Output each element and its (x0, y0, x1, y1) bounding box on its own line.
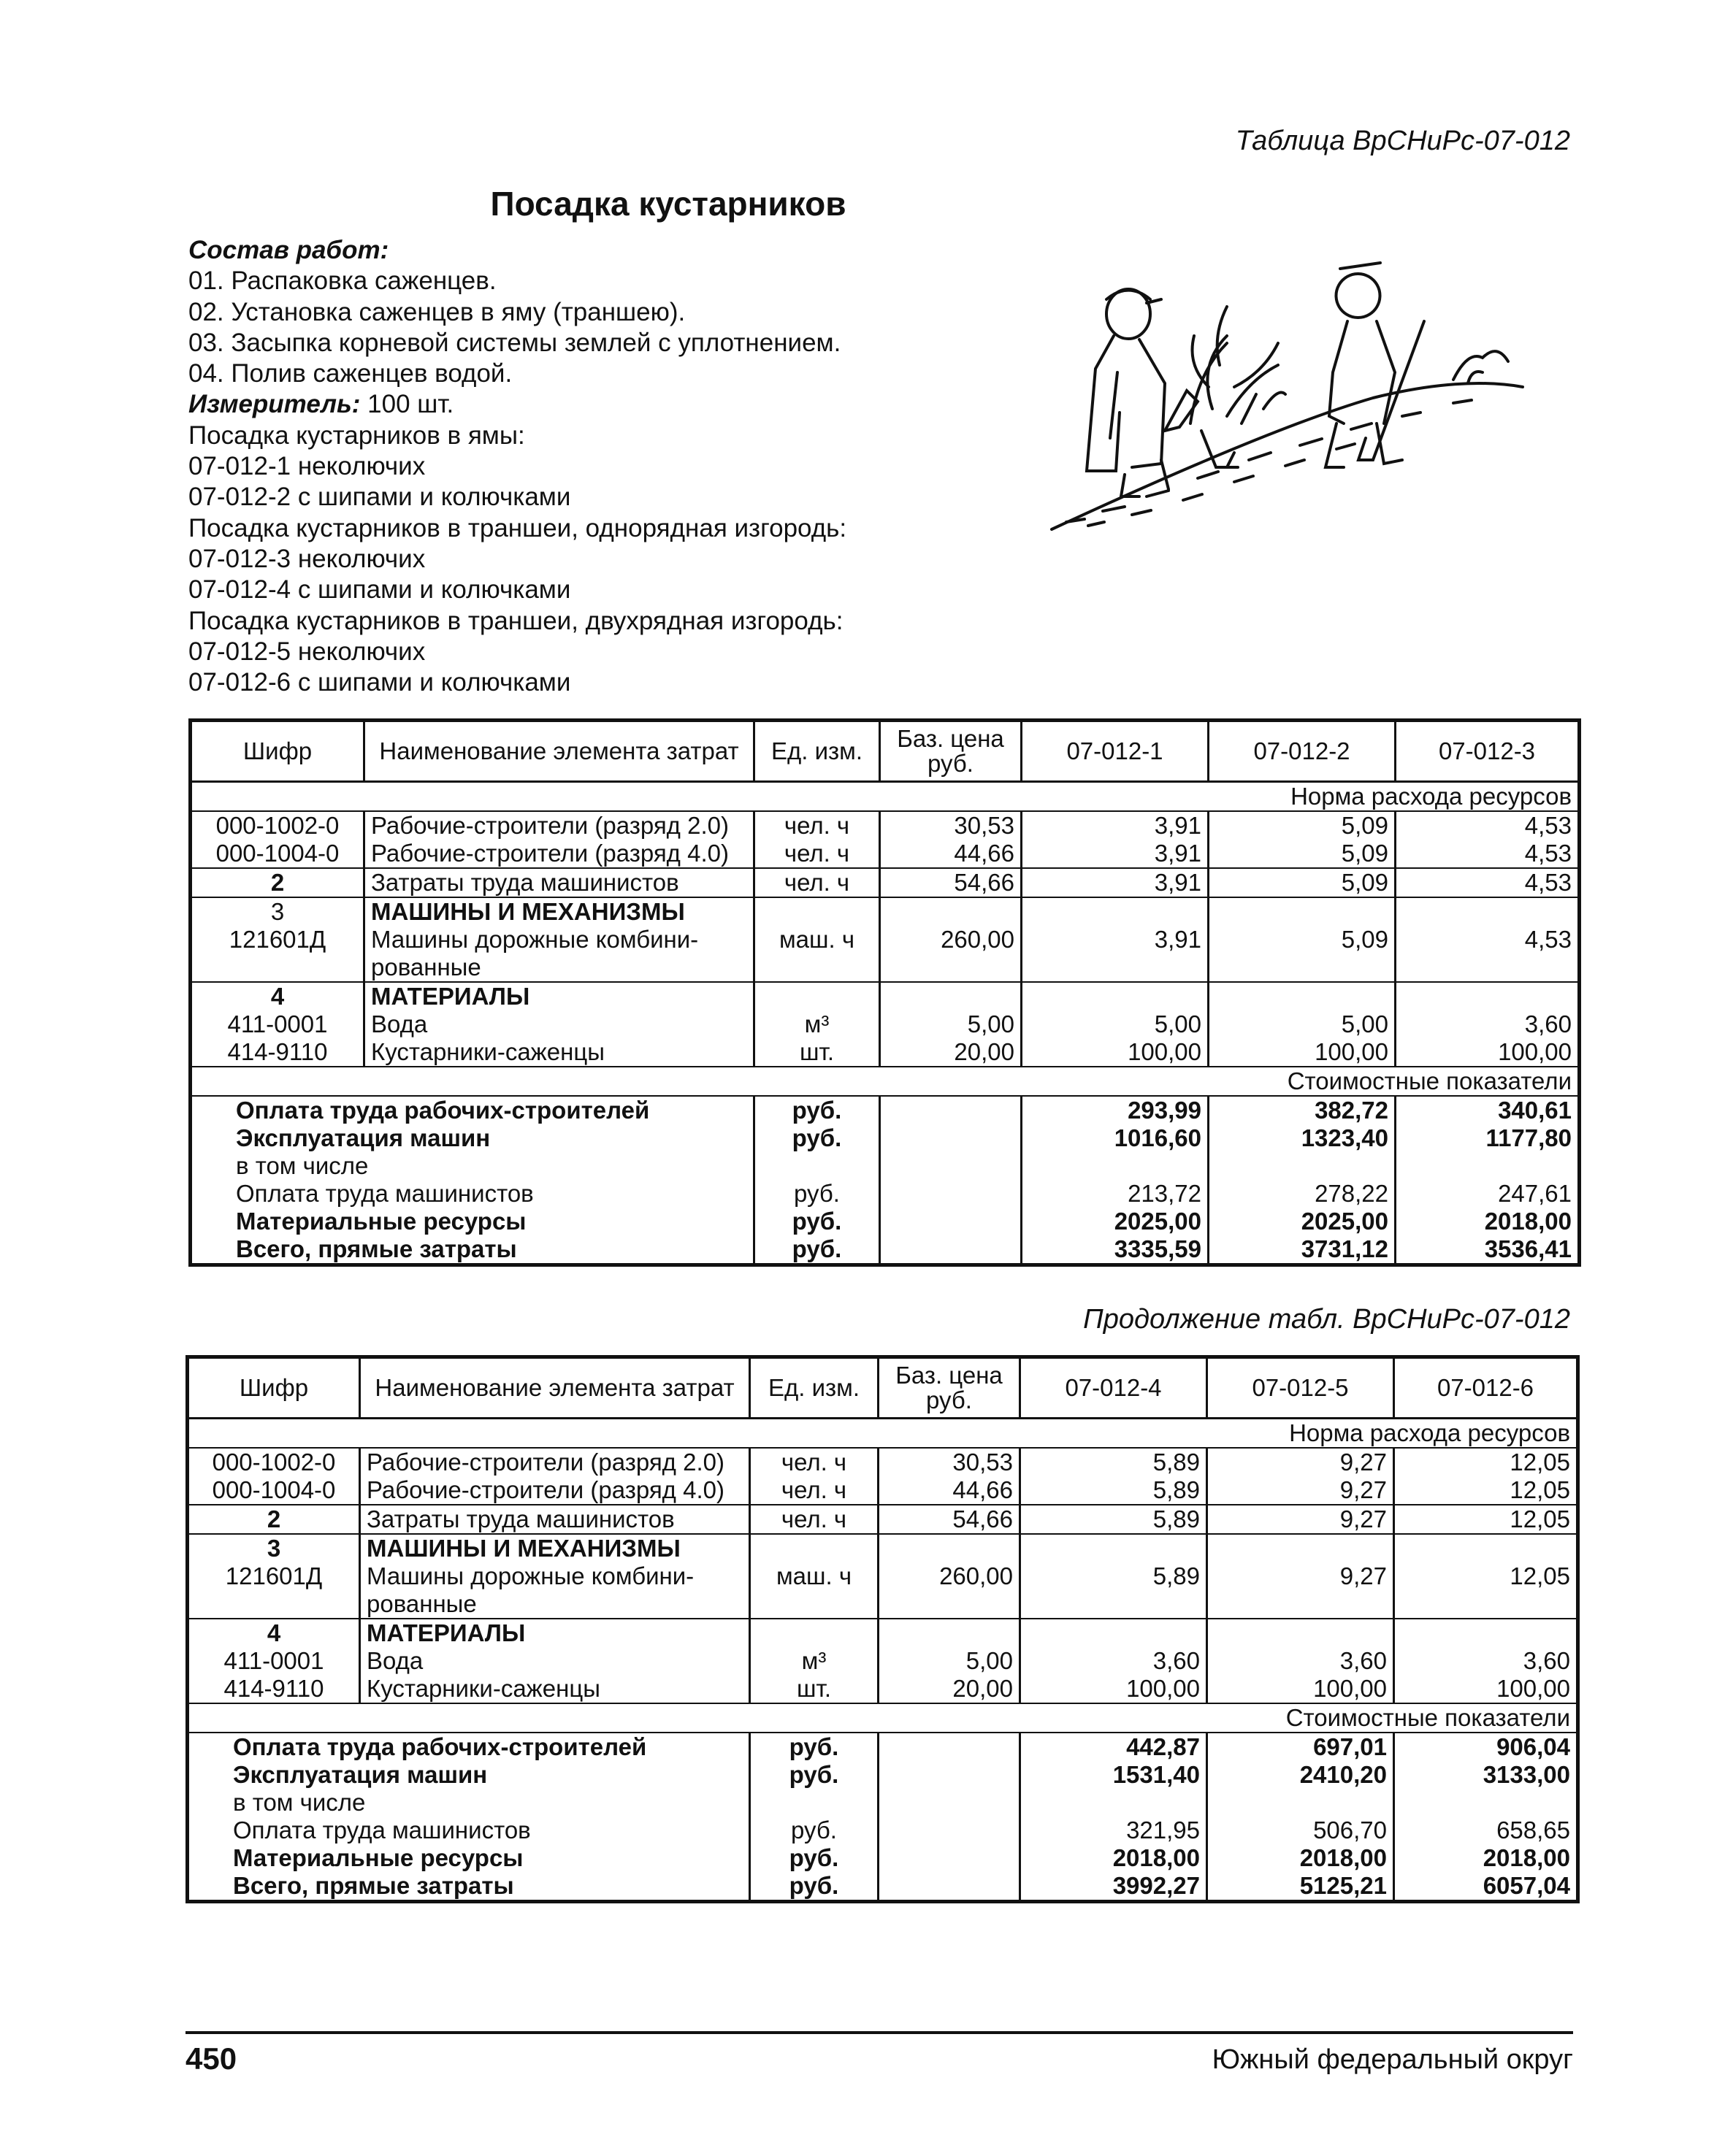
cell-code: 000-1004-0 (191, 840, 364, 868)
table-row (188, 1448, 1578, 1476)
cell-price: 54,66 (880, 868, 1022, 897)
cost-name: в том числе (191, 1152, 754, 1180)
cost-value: 3992,27 (1020, 1872, 1207, 1902)
cell-value: 4,53 (1396, 868, 1580, 897)
cost-name: Оплата труда машинистов (191, 1180, 754, 1208)
cell-price: 54,66 (879, 1505, 1020, 1534)
cell-code: 000-1004-0 (188, 1476, 360, 1505)
cost-name: в том числе (188, 1789, 750, 1817)
cell-unit: шт. (750, 1675, 879, 1703)
cell-value: 5,09 (1209, 897, 1396, 982)
cost-price (880, 1208, 1022, 1235)
cell-name (360, 1534, 750, 1619)
cell-unit: чел. ч (750, 1505, 879, 1534)
cell-unit: м³ (750, 1619, 879, 1675)
cost-value: 3731,12 (1209, 1235, 1396, 1265)
cell-unit: чел. ч (750, 1448, 879, 1476)
resource-code: 411-0001 (223, 1647, 324, 1674)
section-header (188, 1703, 1578, 1733)
cost-row (191, 1235, 1580, 1265)
cost-unit: руб. (754, 1180, 880, 1208)
cost-row (188, 1789, 1578, 1817)
table-row (188, 1534, 1578, 1619)
region-name: Южный федеральный округ (1212, 2044, 1573, 2075)
cost-row (188, 1844, 1578, 1872)
cell-value: 4,53 (1396, 840, 1580, 868)
col-variant: 07-012-2 (1209, 721, 1396, 782)
resource-name: Вода (371, 1010, 428, 1037)
cost-price (880, 1124, 1022, 1152)
cell-price: 260,00 (879, 1534, 1020, 1619)
cost-value: 247,61 (1396, 1180, 1580, 1208)
cost-table-1 (188, 718, 1581, 1267)
cost-price (879, 1844, 1020, 1872)
variant-line: 07-012-3 неколючих (188, 544, 426, 573)
cell-price: 30,53 (880, 811, 1022, 840)
cost-value: 382,72 (1209, 1096, 1396, 1124)
table-reference: Таблица ВрСНиРс-07-012 (1235, 126, 1570, 156)
cell-unit: маш. ч (754, 897, 880, 982)
group-label: МАШИНЫ И МЕХАНИЗМЫ (367, 1535, 681, 1562)
cell-value: 4,53 (1396, 897, 1580, 982)
cell-value: 100,00 (1022, 1038, 1209, 1067)
cell-price: 44,66 (880, 840, 1022, 868)
work-description (188, 235, 1087, 698)
cost-value: 2018,00 (1207, 1844, 1394, 1872)
cost-name: Эксплуатация машин (191, 1124, 754, 1152)
resource-name: Вода (367, 1647, 424, 1674)
cell-name (364, 982, 754, 1038)
norm-section-label: Норма расхода ресурсов (188, 1419, 1578, 1449)
step-item: 02. Установка саженцев в яму (траншею). (188, 297, 686, 326)
cell-value: 5,89 (1020, 1448, 1207, 1476)
cost-name: Всего, прямые затраты (191, 1235, 754, 1265)
cell-value: 5,00 (1022, 982, 1209, 1038)
cost-row (188, 1817, 1578, 1844)
cell-value: 5,89 (1020, 1476, 1207, 1505)
cell-code (191, 982, 364, 1038)
cost-value: 2410,20 (1207, 1761, 1394, 1789)
cell-unit: чел. ч (750, 1476, 879, 1505)
meter-value: 100 шт. (360, 390, 454, 419)
cell-name: Затраты труда машинистов (364, 868, 754, 897)
cost-value: 6057,04 (1394, 1872, 1578, 1902)
variant-line: 07-012-4 с шипами и колючками (188, 575, 571, 605)
cell-value: 9,27 (1207, 1476, 1394, 1505)
cell-value: 100,00 (1207, 1675, 1394, 1703)
cost-value: 2018,00 (1394, 1844, 1578, 1872)
cost-value: 1323,40 (1209, 1124, 1396, 1152)
cell-price: 5,00 (879, 1619, 1020, 1675)
cost-row (191, 1124, 1580, 1152)
cost-value: 5125,21 (1207, 1872, 1394, 1902)
cost-row (188, 1733, 1578, 1761)
cell-value: 3,91 (1022, 840, 1209, 868)
table-row (191, 1038, 1580, 1067)
cell-value: 5,09 (1209, 811, 1396, 840)
step-item: 01. Распаковка саженцев. (188, 266, 497, 296)
cost-row (188, 1761, 1578, 1789)
cost-unit: руб. (750, 1761, 879, 1789)
cell-value: 3,91 (1022, 811, 1209, 840)
variant-line: 07-012-5 неколючих (188, 637, 426, 666)
cell-value: 12,05 (1394, 1476, 1578, 1505)
cell-value: 12,05 (1394, 1534, 1578, 1619)
cost-row (191, 1152, 1580, 1180)
cost-value: 1016,60 (1022, 1124, 1209, 1152)
variant-line: Посадка кустарников в траншеи, двухрядная изгородь: (188, 606, 844, 635)
cell-unit: чел. ч (754, 811, 880, 840)
cell-code (188, 1619, 360, 1675)
col-unit: Ед. изм. (754, 721, 880, 782)
cost-unit: руб. (754, 1096, 880, 1124)
table-row (191, 840, 1580, 868)
cost-value: 213,72 (1022, 1180, 1209, 1208)
cost-price (879, 1872, 1020, 1902)
table-row (188, 1675, 1578, 1703)
cell-value: 3,60 (1207, 1619, 1394, 1675)
col-code: Шифр (191, 721, 364, 782)
cell-value: 3,60 (1396, 982, 1580, 1038)
cell-value: 3,91 (1022, 897, 1209, 982)
cost-name: Материальные ресурсы (191, 1208, 754, 1235)
col-name: Наименование элемента затрат (360, 1357, 750, 1419)
table-row (188, 1619, 1578, 1675)
cell-price: 260,00 (880, 897, 1022, 982)
col-variant: 07-012-1 (1022, 721, 1209, 782)
cost-value: 442,87 (1020, 1733, 1207, 1761)
cell-value: 3,60 (1020, 1619, 1207, 1675)
cell-unit: чел. ч (754, 868, 880, 897)
variant-line: 07-012-2 с шипами и колючками (188, 483, 571, 512)
section-header (191, 1067, 1580, 1096)
cell-unit: шт. (754, 1038, 880, 1067)
variant-line: 07-012-6 с шипами и колючками (188, 668, 571, 697)
cell-value: 5,89 (1020, 1505, 1207, 1534)
cell-code: 414-9110 (188, 1675, 360, 1703)
group-code: 4 (270, 983, 285, 1010)
cell-price: 20,00 (880, 1038, 1022, 1067)
cost-unit: руб. (750, 1844, 879, 1872)
cost-row (188, 1872, 1578, 1902)
group-code: 4 (267, 1619, 281, 1646)
resource-code: 411-0001 (227, 1010, 328, 1037)
cell-value: 100,00 (1394, 1675, 1578, 1703)
cell-unit: м³ (754, 982, 880, 1038)
cell-price: 44,66 (879, 1476, 1020, 1505)
variant-line: Посадка кустарников в траншеи, однорядная изгородь: (188, 513, 847, 542)
cell-name: Кустарники-саженцы (360, 1675, 750, 1703)
cost-value: 3536,41 (1396, 1235, 1580, 1265)
cost-name: Оплата труда рабочих-строителей (191, 1096, 754, 1124)
cell-value: 100,00 (1396, 1038, 1580, 1067)
footer-divider (185, 2031, 1573, 2034)
cost-name: Эксплуатация машин (188, 1761, 750, 1789)
cost-section-label: Стоимостные показатели (188, 1703, 1578, 1733)
cost-price (880, 1235, 1022, 1265)
cost-price (879, 1761, 1020, 1789)
cell-code: 2 (188, 1505, 360, 1534)
cell-value: 100,00 (1020, 1675, 1207, 1703)
cost-value: 506,70 (1207, 1817, 1394, 1844)
col-name: Наименование элемента затрат (364, 721, 754, 782)
cost-name: Оплата труда машинистов (188, 1817, 750, 1844)
cost-value: 697,01 (1207, 1733, 1394, 1761)
cell-name: Затраты труда машинистов (360, 1505, 750, 1534)
cell-code (191, 897, 364, 982)
variant-line: Посадка кустарников в ямы: (188, 421, 525, 450)
cell-value: 9,27 (1207, 1534, 1394, 1619)
cost-name: Всего, прямые затраты (188, 1872, 750, 1902)
cost-value: 658,65 (1394, 1817, 1578, 1844)
cost-table-2 (185, 1355, 1580, 1903)
cell-value: 3,91 (1022, 868, 1209, 897)
cell-name: Рабочие-строители (разряд 4.0) (364, 840, 754, 868)
cost-unit: руб. (754, 1235, 880, 1265)
cost-section-label: Стоимостные показатели (191, 1067, 1580, 1096)
page-number: 450 (185, 2041, 237, 2076)
cell-code: 2 (191, 868, 364, 897)
cell-price: 30,53 (879, 1448, 1020, 1476)
cost-row (191, 1096, 1580, 1124)
cost-value: 2018,00 (1020, 1844, 1207, 1872)
cell-unit: маш. ч (750, 1534, 879, 1619)
col-unit: Ед. изм. (750, 1357, 879, 1419)
cell-code (188, 1534, 360, 1619)
group-label: МАШИНЫ И МЕХАНИЗМЫ (371, 898, 685, 925)
table-row (188, 1476, 1578, 1505)
cost-name: Оплата труда рабочих-строителей (188, 1733, 750, 1761)
cell-price: 5,00 (880, 982, 1022, 1038)
table-header (188, 1357, 1578, 1419)
cost-value: 1177,80 (1396, 1124, 1580, 1152)
col-code: Шифр (188, 1357, 360, 1419)
col-variant: 07-012-3 (1396, 721, 1580, 782)
cost-value: 3133,00 (1394, 1761, 1578, 1789)
cost-value: 906,04 (1394, 1733, 1578, 1761)
cell-code: 000-1002-0 (191, 811, 364, 840)
cell-value: 5,00 (1209, 982, 1396, 1038)
cost-price (880, 1096, 1022, 1124)
cell-value: 12,05 (1394, 1448, 1578, 1476)
composition-label: Состав работ: (188, 236, 389, 264)
table-row (191, 811, 1580, 840)
cost-value: 321,95 (1020, 1817, 1207, 1844)
cell-unit: чел. ч (754, 840, 880, 868)
cell-code: 000-1002-0 (188, 1448, 360, 1476)
col-variant: 07-012-5 (1207, 1357, 1394, 1419)
resource-name-cont: рованные (371, 954, 481, 981)
cost-name: Материальные ресурсы (188, 1844, 750, 1872)
resource-code: 121601Д (229, 926, 326, 953)
cell-name: Рабочие-строители (разряд 4.0) (360, 1476, 750, 1505)
group-label: МАТЕРИАЛЫ (367, 1619, 526, 1646)
cell-value: 12,05 (1394, 1505, 1578, 1534)
cost-row (191, 1208, 1580, 1235)
cell-code: 414-9110 (191, 1038, 364, 1067)
cell-name (360, 1619, 750, 1675)
variant-line: 07-012-1 неколючих (188, 452, 426, 481)
cell-value: 9,27 (1207, 1505, 1394, 1534)
cell-name: Рабочие-строители (разряд 2.0) (360, 1448, 750, 1476)
meter-line (188, 389, 1087, 420)
cell-name (364, 897, 754, 982)
cell-value: 3,60 (1394, 1619, 1578, 1675)
step-item: 03. Засыпка корневой системы землей с уплотнением. (188, 328, 841, 357)
cost-value: 278,22 (1209, 1180, 1396, 1208)
cell-name: Кустарники-саженцы (364, 1038, 754, 1067)
table-row (191, 897, 1580, 982)
cost-unit: руб. (754, 1208, 880, 1235)
cost-price (879, 1733, 1020, 1761)
cost-unit: руб. (754, 1124, 880, 1152)
resource-name-cont: рованные (367, 1590, 477, 1617)
cost-price (880, 1180, 1022, 1208)
cell-price: 20,00 (879, 1675, 1020, 1703)
cell-value: 5,09 (1209, 840, 1396, 868)
gardeners-planting-shrubs-icon (1044, 241, 1526, 540)
col-price: Баз. цена руб. (879, 1357, 1020, 1419)
cost-value: 2025,00 (1209, 1208, 1396, 1235)
cost-value: 1531,40 (1020, 1761, 1207, 1789)
cell-value: 4,53 (1396, 811, 1580, 840)
cell-value: 5,09 (1209, 868, 1396, 897)
step-item: 04. Полив саженцев водой. (188, 359, 513, 388)
norm-section-label: Норма расхода ресурсов (191, 782, 1580, 812)
cost-value: 2018,00 (1396, 1208, 1580, 1235)
table-row (191, 868, 1580, 897)
cost-value: 340,61 (1396, 1096, 1580, 1124)
table-row (191, 982, 1580, 1038)
group-code: 3 (267, 1535, 281, 1562)
page-title: Посадка кустарников (490, 185, 846, 223)
col-price: Баз. цена руб. (880, 721, 1022, 782)
resource-code: 121601Д (225, 1562, 323, 1589)
cost-row (191, 1180, 1580, 1208)
cell-name: Рабочие-строители (разряд 2.0) (364, 811, 754, 840)
section-header (191, 782, 1580, 812)
table-header (191, 721, 1580, 782)
col-variant: 07-012-4 (1020, 1357, 1207, 1419)
cost-price (879, 1817, 1020, 1844)
cost-unit: руб. (750, 1733, 879, 1761)
cost-value: 293,99 (1022, 1096, 1209, 1124)
resource-name: Машины дорожные комбини- (367, 1562, 695, 1589)
resource-name: Машины дорожные комбини- (371, 926, 699, 953)
cell-value: 5,89 (1020, 1534, 1207, 1619)
cell-value: 9,27 (1207, 1448, 1394, 1476)
meter-label: Измеритель: (188, 390, 361, 419)
continuation-title: Продолжение табл. ВрСНиРс-07-012 (1083, 1304, 1570, 1335)
cell-value: 100,00 (1209, 1038, 1396, 1067)
group-label: МАТЕРИАЛЫ (371, 983, 530, 1010)
table-row (188, 1505, 1578, 1534)
col-variant: 07-012-6 (1394, 1357, 1578, 1419)
cost-unit: руб. (750, 1872, 879, 1902)
cost-unit: руб. (750, 1817, 879, 1844)
group-code: 3 (270, 898, 285, 925)
cost-value: 3335,59 (1022, 1235, 1209, 1265)
section-header (188, 1419, 1578, 1449)
cost-value: 2025,00 (1022, 1208, 1209, 1235)
